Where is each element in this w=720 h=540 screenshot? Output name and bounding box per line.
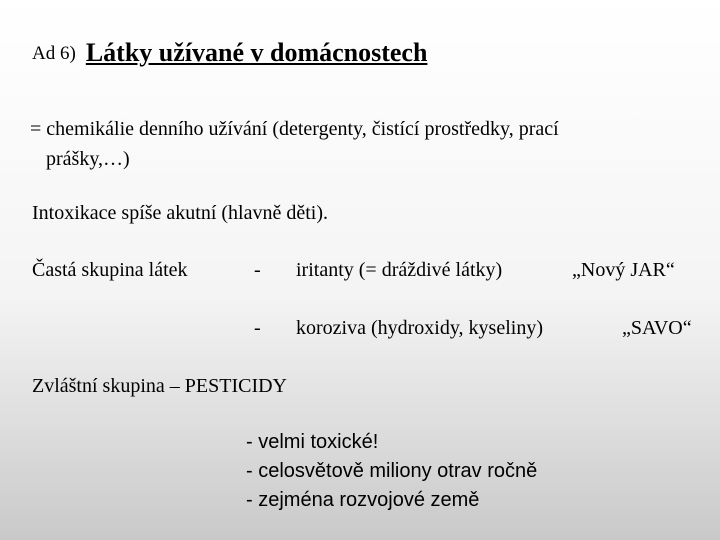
common-group-example-1: „Nový JAR“ [572,259,675,281]
common-group-label: Častá skupina látek [32,259,188,281]
heading-title: Látky užívané v domácnostech [85,38,428,67]
list-item: - velmi toxické! [246,431,379,453]
definition-line-1: = chemikálie denního užívání (detergenty, čistící prostředky, prací [30,118,559,140]
heading-prefix: Ad 6) [32,43,76,64]
special-group-list [246,428,537,515]
list-item: - zejména rozvojové země [246,489,480,511]
common-group-example-2: „SAVO“ [622,317,692,339]
definition-line-2: prášky,…) [46,148,130,170]
list-item: - celosvětově miliony otrav ročně [246,460,538,482]
slide-heading [32,38,427,68]
common-group-dash-2: - [254,317,261,339]
common-group-item-1: iritanty (= dráždivé látky) [296,259,503,281]
common-group-item-2: koroziva (hydroxidy, kyseliny) [296,317,543,339]
special-group-label: Zvláštní skupina – PESTICIDY [32,375,287,397]
definition-text [30,114,700,174]
intoxication-text: Intoxikace spíše akutní (hlavně děti). [32,202,329,224]
common-group-dash-1: - [254,259,261,281]
